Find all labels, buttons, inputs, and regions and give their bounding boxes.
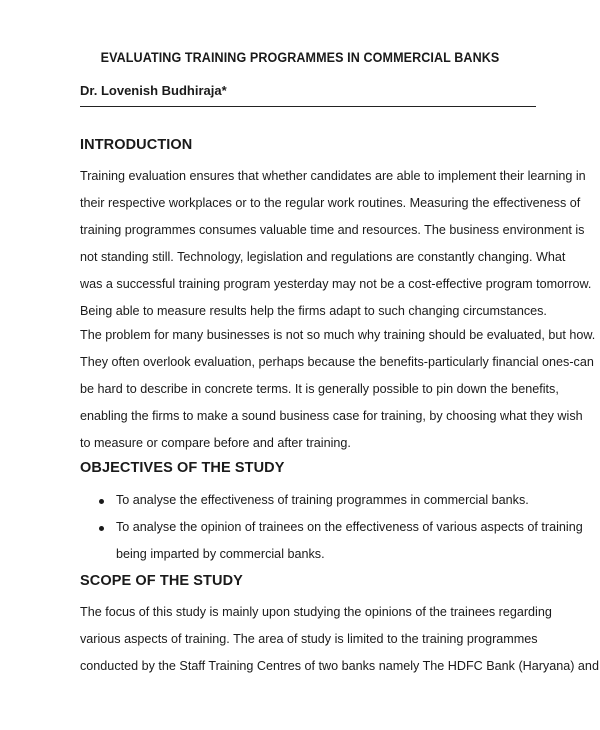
bullet-icon [99, 526, 104, 531]
introduction-heading: INTRODUCTION [80, 137, 193, 153]
text-line: The focus of this study is mainly upon studying the opinions of the trainees regarding [80, 605, 552, 619]
text-line: not standing still. Technology, legislation and regulations are constantly changing. What [80, 250, 566, 264]
text-line: their respective workplaces or to the regular work routines. Measuring the effectiveness of [80, 196, 581, 210]
text-line: training programmes consumes valuable time and resources. The business environment is [80, 223, 585, 237]
list-item [80, 487, 536, 514]
text-line: was a successful training program yesterday may not be a cost-effective program tomorrow. [80, 277, 592, 291]
text-line: The problem for many businesses is not so much why training should be evaluated, but how. [80, 328, 596, 342]
scope-paragraph [80, 599, 599, 680]
bullet-icon [99, 499, 104, 504]
author-name: Dr. Lovenish Budhiraja* [80, 83, 227, 98]
text-line: enabling the firms to make a sound business case for training, by choosing what they wish [80, 409, 583, 423]
text-line: to measure or compare before and after training. [80, 436, 351, 450]
text-line: being imparted by commercial banks. [116, 547, 325, 561]
introduction-paragraph-1 [80, 163, 592, 325]
text-line: conducted by the Staff Training Centres of two banks namely The HDFC Bank (Haryana) and [80, 659, 599, 673]
text-line: To analyse the opinion of trainees on the effectiveness of various aspects of training [116, 520, 583, 534]
text-line: be hard to describe in concrete terms. It is generally possible to pin down the benefits, [80, 382, 559, 396]
paper-title: EVALUATING TRAINING PROGRAMMES IN COMMERCIAL BANKS [100, 50, 500, 65]
scope-heading: SCOPE OF THE STUDY [80, 573, 243, 589]
objectives-list [80, 487, 583, 568]
header-divider [80, 106, 536, 107]
list-item [80, 514, 583, 568]
text-line: various aspects of training. The area of study is limited to the training programmes [80, 632, 538, 646]
text-line: Being able to measure results help the firms adapt to such changing circumstances. [80, 304, 547, 318]
text-line: Training evaluation ensures that whether candidates are able to implement their learning in [80, 169, 586, 183]
text-line: They often overlook evaluation, perhaps because the benefits-particularly financial ones-can [80, 355, 594, 369]
objectives-heading: OBJECTIVES OF THE STUDY [80, 460, 285, 476]
introduction-paragraph-2 [80, 322, 596, 457]
text-line: To analyse the effectiveness of training programmes in commercial banks. [116, 493, 529, 507]
